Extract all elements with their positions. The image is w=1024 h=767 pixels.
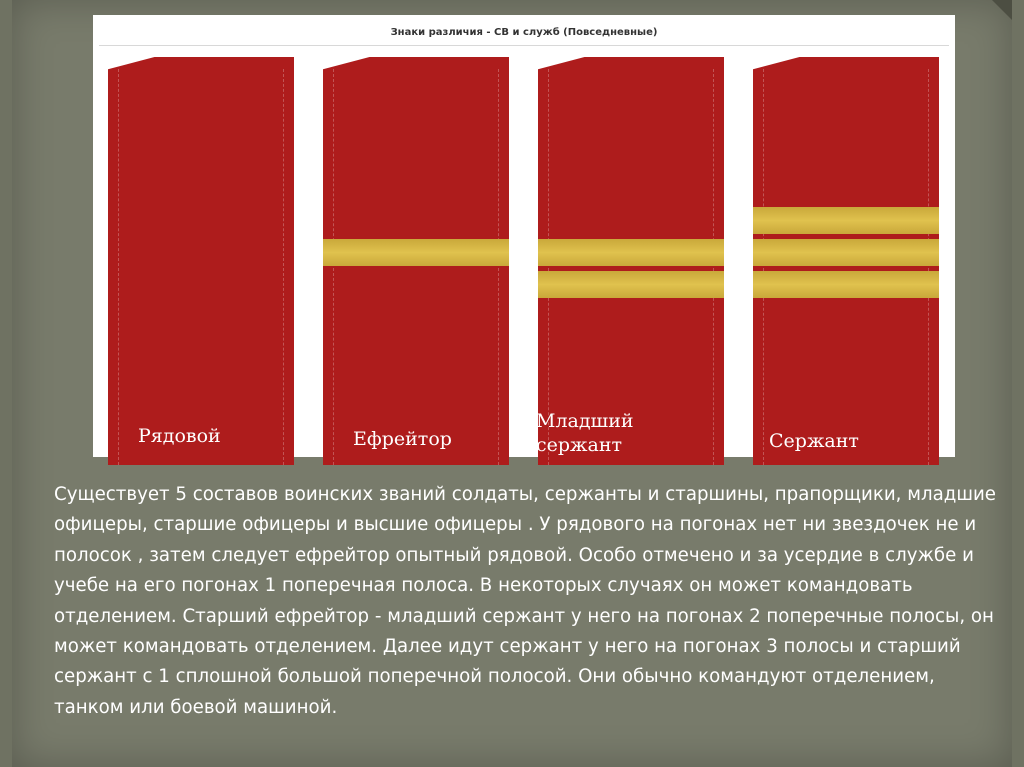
- strap-stripe: [753, 239, 939, 266]
- rank-label-private: Рядовой: [138, 425, 221, 447]
- figure-title: Знаки различия - СВ и служб (Повседневные): [390, 27, 658, 38]
- shoulder-strap-junior-sergeant: [538, 57, 724, 465]
- shoulder-strap-private: [108, 57, 294, 465]
- rank-label-junior-sergeant: Младший сержант: [536, 410, 634, 456]
- shoulder-strap-sergeant: [753, 57, 939, 465]
- strap-stripe: [753, 271, 939, 298]
- body-paragraph: Существует 5 составов воинских званий солдаты, сержанты и старшины, прапорщики, младшие офицеры, старшие офицеры и высшие офицеры . У рядового на погонах нет ни звездочек не и полосок , затем следует ефрейтор опытный рядовой. Особо отмечено и за усердие в службе и учебе на его погонах 1 поперечная полоса. В некоторых случаях он может командовать отделением. Старший ефрейтор - младший сержант у него на погонах 2 поперечные полосы, он может командовать отделением. Далее идут сержант у него на погонах 3 полосы и старший сержант с 1 сплошной большой поперечной полосой. Они обычно командуют отделением, танком или боевой машиной.: [54, 484, 996, 718]
- insignia-figure: [93, 15, 955, 457]
- strap-stripe: [538, 239, 724, 266]
- slide-corner-decoration: [992, 0, 1012, 20]
- strap-stripe: [538, 271, 724, 298]
- rank-label-sergeant: Сержант: [769, 430, 859, 452]
- shoulder-strap-efreitor: [323, 57, 509, 465]
- strap-stripe: [323, 239, 509, 266]
- figure-title-divider: [99, 45, 949, 46]
- rank-label-efreitor: Ефрейтор: [353, 428, 452, 450]
- slide: [12, 0, 1012, 767]
- strap-stripe: [753, 207, 939, 234]
